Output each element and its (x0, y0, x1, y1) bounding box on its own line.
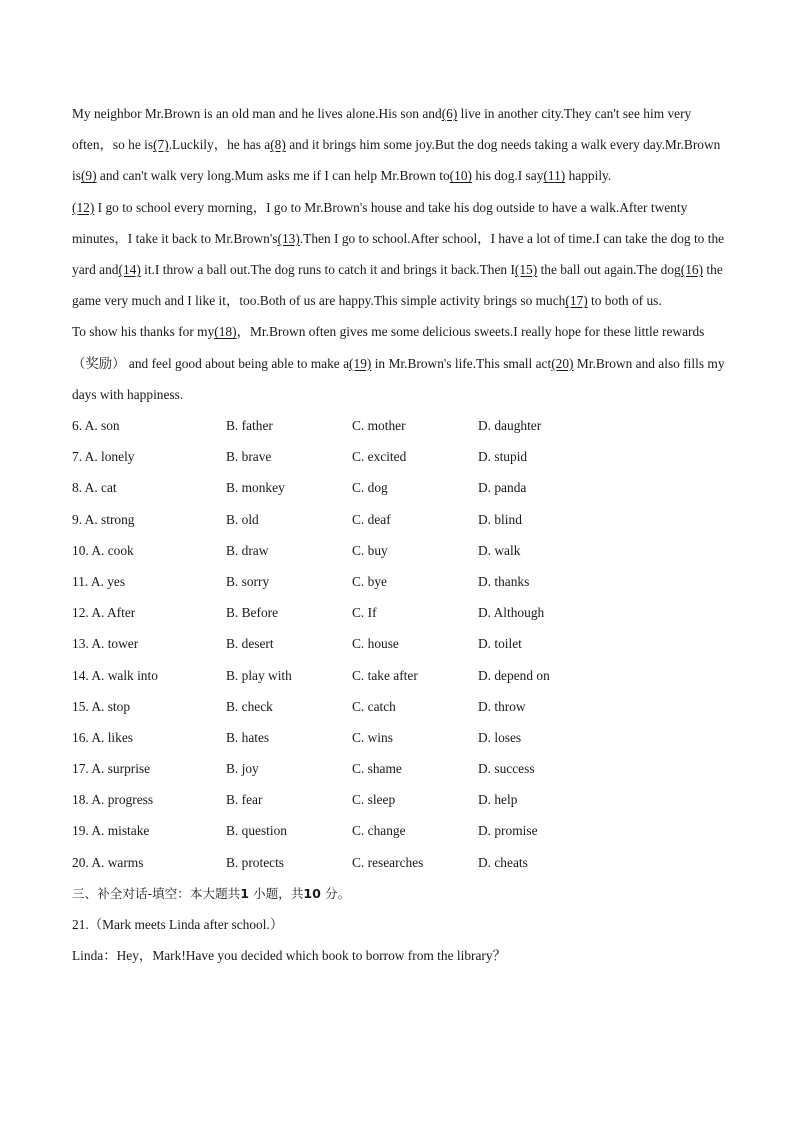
passage-text: and can't walk very long.Mum asks me if I can help Mr.Brown to (96, 168, 450, 184)
option-a: 12. A. After (72, 605, 136, 621)
blank-number: (19) (349, 355, 372, 371)
option-b: B. play with (226, 667, 292, 683)
option-c: C. shame (352, 761, 402, 777)
passage-text: I go to school every morning，I go to Mr.Brown's house and take his dog outside to have a walk.After twenty minutes，I take it back to Mr.Brown's (72, 199, 688, 246)
passage-text: .Then I go to school.After school，I have a lot of time.I can take the dog to the yard and (72, 230, 725, 278)
option-d: D. cheats (478, 854, 528, 870)
option-c: C. mother (352, 418, 406, 434)
option-b: B. protects (226, 854, 285, 870)
option-a: 9. A. strong (72, 511, 135, 527)
option-c: C. If (352, 605, 377, 621)
option-a: 7. A. lonely (72, 449, 135, 465)
option-row (72, 753, 728, 784)
section-heading: 三、补全对话-填空：本大题共1 小题，共10 分。 (72, 885, 351, 901)
blank-number: (9) (80, 168, 97, 184)
option-row (72, 847, 728, 878)
option-b: B. hates (226, 729, 270, 745)
option-c: C. sleep (352, 792, 396, 808)
exam-page (72, 98, 728, 971)
blank-number: (6) (441, 106, 458, 121)
question-21-intro: 21.（Mark meets Linda after school.） (72, 917, 284, 933)
passage-text: the game very much and I like it，too.Both of us are happy.This simple activity brings so much (72, 262, 723, 309)
passage-text: happily. (565, 168, 612, 184)
option-row (72, 691, 728, 722)
option-c: C. buy (352, 542, 388, 558)
option-d: D. throw (478, 698, 526, 714)
cloze-passage (72, 98, 728, 410)
option-d: D. walk (478, 542, 521, 558)
passage-text: .Luckily，he has a (168, 137, 271, 153)
option-b: B. monkey (226, 480, 285, 496)
option-d: D. blind (478, 511, 522, 527)
option-c: C. catch (352, 698, 396, 714)
option-row (72, 660, 728, 691)
option-row (72, 535, 728, 566)
passage-text: live in another city.They can't see him very often，so he is (72, 106, 692, 153)
option-row (72, 815, 728, 846)
option-c: C. wins (352, 729, 393, 745)
blank-number: (11) (543, 168, 566, 184)
passage-text: and it brings him some joy.But the dog needs taking a walk every day.Mr.Brown is (72, 137, 721, 184)
option-b: B. draw (226, 542, 269, 558)
blank-number: (14) (118, 262, 141, 278)
option-row (72, 566, 728, 597)
passage-text: his dog.I say (471, 168, 544, 184)
option-d: D. success (478, 761, 535, 777)
option-d: D. loses (478, 729, 522, 745)
blank-number: (7) (153, 137, 169, 153)
passage-text: To show his thanks for my (72, 324, 215, 340)
option-b: B. old (226, 511, 259, 527)
option-a: 20. A. warms (72, 854, 144, 870)
blank-number: (8) (270, 137, 286, 153)
option-c: C. deaf (352, 511, 391, 527)
option-a: 17. A. surprise (72, 761, 151, 777)
dialogue-line: Linda：Hey，Mark!Have you decided which book to borrow from the library？ (72, 948, 506, 964)
blank-number: (13) (277, 230, 300, 246)
option-d: D. toilet (478, 636, 522, 652)
option-row (72, 410, 728, 441)
option-row (72, 784, 728, 815)
blank-number: (18) (214, 324, 237, 340)
option-row (72, 597, 728, 628)
option-d: D. stupid (478, 449, 528, 465)
option-row (72, 504, 728, 535)
option-a: 14. A. walk into (72, 667, 158, 683)
passage-text: it.I throw a ball out.The dog runs to catch it and brings it back.Then I (140, 262, 515, 278)
passage-paragraph (72, 316, 728, 410)
passage-paragraph (72, 192, 728, 317)
options-list (72, 410, 728, 878)
option-d: D. thanks (478, 573, 530, 589)
option-a: 8. A. cat (72, 480, 117, 496)
option-b: B. fear (226, 792, 263, 808)
option-c: C. bye (352, 573, 387, 589)
option-d: D. depend on (478, 667, 550, 683)
option-b: B. Before (226, 605, 279, 621)
option-b: B. sorry (226, 573, 270, 589)
option-row (72, 722, 728, 753)
option-row (72, 628, 728, 659)
blank-number: (15) (514, 262, 538, 278)
option-a: 18. A. progress (72, 792, 154, 808)
option-b: B. desert (226, 636, 274, 652)
option-d: D. Although (478, 605, 545, 621)
blank-number: (17) (565, 293, 588, 309)
passage-text: in Mr.Brown's life.This small act (371, 355, 552, 371)
option-b: B. question (226, 823, 288, 839)
passage-text: to both of us. (587, 293, 662, 309)
option-c: C. researches (352, 854, 424, 870)
option-b: B. joy (226, 761, 259, 777)
passage-text: Mr.Brown and also fills my days with happiness. (72, 355, 725, 402)
option-d: D. daughter (478, 418, 542, 434)
blank-number: (12) (72, 199, 95, 215)
option-b: B. father (226, 418, 273, 434)
option-a: 16. A. likes (72, 729, 134, 745)
option-c: C. dog (352, 480, 388, 496)
blank-number: (16) (680, 262, 704, 278)
blank-number: (20) (551, 355, 574, 371)
option-a: 13. A. tower (72, 636, 139, 652)
option-row (72, 441, 728, 472)
option-c: C. change (352, 823, 406, 839)
option-c: C. house (352, 636, 399, 652)
option-a: 19. A. mistake (72, 823, 150, 839)
option-b: B. brave (226, 449, 272, 465)
option-a: 10. A. cook (72, 542, 134, 558)
passage-text: My neighbor Mr.Brown is an old man and he lives alone.His son and (72, 106, 442, 121)
option-a: 6. A. son (72, 418, 120, 434)
option-a: 11. A. yes (72, 573, 126, 589)
passage-text: ，Mr.Brown often gives me some delicious sweets.I really hope for these little rewards（奖励） and feel good about being able to make a (72, 324, 705, 371)
option-c: C. excited (352, 449, 407, 465)
option-row (72, 472, 728, 503)
passage-text: the ball out again.The dog (537, 262, 681, 278)
option-c: C. take after (352, 667, 418, 683)
option-b: B. check (226, 698, 273, 714)
passage-paragraph (72, 98, 728, 192)
option-d: D. panda (478, 480, 527, 496)
option-d: D. help (478, 792, 518, 808)
option-d: D. promise (478, 823, 538, 839)
option-a: 15. A. stop (72, 698, 131, 714)
blank-number: (10) (449, 168, 472, 184)
